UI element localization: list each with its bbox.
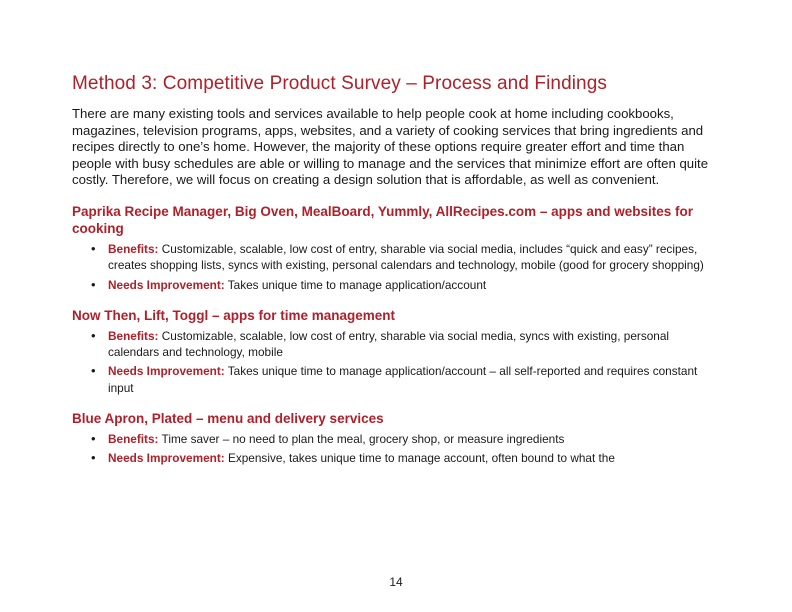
item-text: Customizable, scalable, low cost of entry, sharable via social media, syncs with existing, personal calendars and technology, mobile	[108, 328, 670, 360]
section-cooking-apps	[72, 203, 722, 293]
section-heading: Blue Apron, Plated – menu and delivery services	[72, 411, 384, 427]
bullet-icon: •	[91, 240, 96, 256]
bullet-icon: •	[91, 327, 96, 343]
list-item	[91, 327, 722, 361]
bullet-icon: •	[91, 276, 96, 292]
section-heading: Now Then, Lift, Toggl – apps for time management	[72, 307, 396, 323]
item-label: Benefits:	[108, 328, 159, 343]
section-delivery-services	[72, 410, 722, 467]
list-item	[91, 240, 722, 274]
list-item	[91, 450, 722, 466]
item-label: Needs Improvement:	[108, 451, 225, 466]
item-text: Takes unique time to manage application/account	[224, 277, 487, 292]
item-text: Time saver – no need to plan the meal, grocery shop, or measure ingredients	[158, 432, 565, 447]
item-text: Expensive, takes unique time to manage account, often bound to what the	[224, 451, 615, 466]
intro-paragraph: There are many existing tools and services available to help people cook at home including cookbooks, magazines, television programs, apps, websites, and a variety of cooking services that bring ingredients and recipes directly to one’s home. However, the majority of these options require greater effort and time than people with busy schedules are able or willing to manage and the services that minimize effort are often quite costly. Therefore, we will focus on creating a design solution that is affordable, as well as convenient.	[72, 106, 709, 188]
bullet-list	[72, 431, 722, 467]
bullet-icon: •	[91, 431, 96, 447]
bullet-list	[72, 241, 722, 293]
list-item	[91, 276, 722, 293]
bullet-icon: •	[91, 363, 96, 379]
list-item	[91, 431, 722, 447]
item-text: Takes unique time to manage application/account – all self-reported and requires constant input	[108, 364, 698, 395]
item-label: Needs Improvement:	[108, 364, 225, 379]
page-title: Method 3: Competitive Product Survey – Process and Findings	[72, 73, 607, 94]
document-page	[72, 72, 722, 470]
bullet-list	[72, 328, 722, 396]
bullet-icon: •	[91, 450, 96, 466]
list-item	[91, 363, 722, 396]
item-label: Benefits:	[108, 432, 159, 447]
item-label: Needs Improvement:	[108, 277, 225, 292]
section-heading: Paprika Recipe Manager, Big Oven, MealBoard, Yummly, AllRecipes.com – apps and websites for cooking	[72, 203, 693, 236]
page-number: 14	[389, 575, 403, 589]
item-label: Benefits:	[108, 241, 159, 256]
item-text: Customizable, scalable, low cost of entry, sharable via social media, includes “quick and easy” recipes, creates shopping lists, syncs with existing, personal calendars and technology, mobile (good for grocery shopping)	[108, 241, 704, 273]
section-time-apps	[72, 307, 722, 396]
